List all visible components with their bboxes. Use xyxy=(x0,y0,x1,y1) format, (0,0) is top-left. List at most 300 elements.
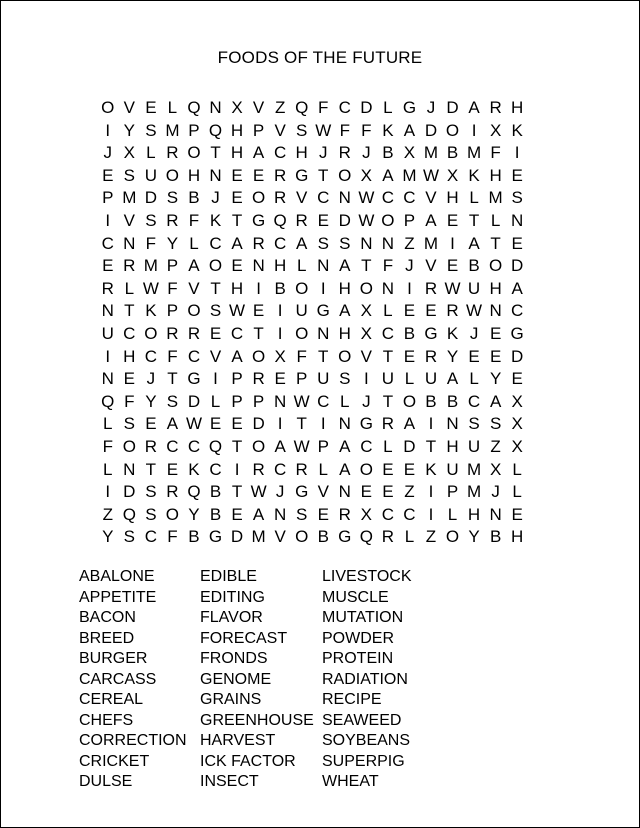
grid-letter: G xyxy=(402,98,417,117)
grid-letter: W xyxy=(185,414,202,434)
grid-letter: T xyxy=(382,346,394,366)
grid-letter: S xyxy=(511,188,523,208)
grid-letter: I xyxy=(407,278,412,298)
grid-letter: O xyxy=(251,436,266,456)
grid-letter: R xyxy=(338,504,351,524)
grid-letter: C xyxy=(360,436,373,456)
grid-letter: T xyxy=(382,391,394,411)
grid-letter: T xyxy=(253,323,264,343)
grid-letter: E xyxy=(166,459,179,479)
grid-letter: C xyxy=(317,391,330,411)
grid-letter: A xyxy=(425,210,437,230)
grid-letter: I xyxy=(320,414,326,434)
grid-letter: D xyxy=(144,188,157,208)
grid-letter: R xyxy=(166,210,179,230)
grid-letter: I xyxy=(450,233,455,253)
grid-letter: W xyxy=(358,188,375,208)
grid-letter: T xyxy=(210,143,221,163)
grid-letter: I xyxy=(105,120,111,140)
grid-letter: Y xyxy=(123,120,135,140)
grid-letter: P xyxy=(252,391,265,411)
grid-letter: C xyxy=(403,504,416,524)
grid-letter: J xyxy=(491,482,500,502)
grid-letter: F xyxy=(339,120,350,140)
grid-row xyxy=(97,504,528,527)
grid-letter: N xyxy=(123,233,136,253)
grid-letter: O xyxy=(338,165,352,185)
grid-letter: I xyxy=(363,369,369,389)
word-list-item: HARVEST xyxy=(200,732,276,749)
grid-letter: I xyxy=(277,323,283,343)
grid-letter: X xyxy=(231,98,243,117)
grid-letter: R xyxy=(144,436,157,456)
grid-letter: C xyxy=(381,323,395,343)
grid-letter: S xyxy=(166,188,179,208)
word-list-item: RADIATION xyxy=(322,670,408,688)
grid-letter: I xyxy=(256,278,261,298)
grid-letter: O xyxy=(251,188,266,208)
grid-letter: X xyxy=(511,391,523,411)
grid-letter: W xyxy=(293,436,310,456)
grid-letter: R xyxy=(446,301,459,321)
grid-letter: F xyxy=(361,120,372,140)
grid-letter: V xyxy=(274,527,286,547)
grid-letter: L xyxy=(103,414,113,434)
grid-letter: V xyxy=(360,346,372,366)
grid-letter: E xyxy=(145,414,157,434)
grid-letter: S xyxy=(123,527,135,547)
grid-letter: F xyxy=(188,210,200,230)
grid-letter: I xyxy=(277,301,283,321)
grid-letter: Y xyxy=(468,527,480,547)
grid-letter: J xyxy=(362,391,371,411)
grid-letter: R xyxy=(424,278,438,298)
grid-letter: C xyxy=(144,346,157,366)
grid-letter: A xyxy=(468,98,480,117)
grid-letter: X xyxy=(360,504,372,524)
grid-letter: L xyxy=(447,504,458,524)
grid-letter: I xyxy=(471,120,477,140)
grid-letter: M xyxy=(466,482,482,502)
grid-letter: L xyxy=(469,188,479,208)
grid-letter: C xyxy=(511,301,524,321)
grid-letter: H xyxy=(338,278,351,298)
grid-letter: C xyxy=(123,323,136,343)
grid-letter: O xyxy=(295,527,309,547)
grid-letter: P xyxy=(166,256,179,276)
grid-letter: V xyxy=(123,98,135,117)
grid-letter: Z xyxy=(404,233,415,253)
grid-letter: C xyxy=(317,188,330,208)
grid-letter: Z xyxy=(425,527,437,547)
grid-letter: B xyxy=(382,143,394,163)
grid-letter: W xyxy=(229,301,246,321)
grid-letter: C xyxy=(187,436,201,456)
grid-letter: E xyxy=(489,323,502,343)
grid-letter: N xyxy=(252,256,265,276)
grid-letter: J xyxy=(211,188,220,208)
grid-letter: Z xyxy=(490,436,501,456)
grid-letter: C xyxy=(144,527,157,547)
grid-letter: N xyxy=(274,391,287,411)
grid-letter: H xyxy=(489,165,502,185)
grid-letter: H xyxy=(187,165,201,185)
grid-letter: Q xyxy=(208,120,223,140)
grid-letter: F xyxy=(167,278,178,298)
grid-letter: C xyxy=(403,188,416,208)
grid-letter: P xyxy=(231,369,243,389)
grid-row xyxy=(97,97,528,120)
grid-letter: A xyxy=(274,436,286,456)
grid-letter: U xyxy=(446,459,459,479)
grid-letter: T xyxy=(231,210,243,230)
grid-letter: L xyxy=(210,391,221,411)
grid-letter: E xyxy=(446,256,459,276)
grid-row xyxy=(97,368,528,391)
grid-letter: C xyxy=(381,188,395,208)
grid-letter: I xyxy=(234,459,240,479)
grid-letter: S xyxy=(145,120,157,140)
grid-letter: I xyxy=(428,504,434,524)
grid-letter: T xyxy=(231,436,243,456)
word-list-item: CRICKET xyxy=(79,752,150,770)
grid-letter: F xyxy=(318,98,329,117)
grid-letter: C xyxy=(101,233,114,253)
grid-letter: X xyxy=(360,323,372,343)
word-list-item: BURGER xyxy=(79,650,148,667)
grid-letter: Q xyxy=(295,98,309,117)
grid-letter: I xyxy=(428,482,434,502)
grid-row xyxy=(97,459,528,482)
grid-letter: C xyxy=(274,459,287,479)
grid-letter: J xyxy=(426,98,436,117)
grid-letter: E xyxy=(231,504,243,524)
grid-letter: A xyxy=(231,346,243,366)
word-list-item: INSECT xyxy=(200,773,259,790)
grid-letter: G xyxy=(510,323,524,343)
grid-letter: T xyxy=(145,459,157,479)
grid-row xyxy=(97,142,528,165)
grid-letter: P xyxy=(403,210,416,230)
grid-letter: T xyxy=(318,165,329,185)
grid-letter: I xyxy=(105,210,111,230)
grid-letter: H xyxy=(446,436,459,456)
grid-letter: C xyxy=(209,233,222,253)
grid-letter: E xyxy=(403,459,416,479)
grid-letter: K xyxy=(446,323,459,343)
grid-letter: C xyxy=(274,143,287,163)
word-list-item: GENOME xyxy=(200,670,272,688)
grid-letter: H xyxy=(230,278,244,298)
grid-letter: E xyxy=(489,346,502,366)
grid-letter: G xyxy=(187,369,201,389)
grid-letter: K xyxy=(511,120,523,140)
grid-letter: E xyxy=(317,210,329,230)
grid-letter: T xyxy=(124,301,135,321)
grid-letter: F xyxy=(382,256,394,276)
grid-letter: R xyxy=(252,369,265,389)
grid-letter: V xyxy=(274,120,286,140)
grid-letter: R xyxy=(274,188,287,208)
word-list-item: FLAVOR xyxy=(200,609,263,626)
grid-letter: J xyxy=(469,323,479,343)
word-list-item: BACON xyxy=(79,609,136,626)
word-list-item: EDIBLE xyxy=(200,568,257,585)
grid-letter: S xyxy=(166,391,179,411)
grid-letter: R xyxy=(381,414,395,434)
grid-letter: O xyxy=(251,346,266,366)
grid-letter: R xyxy=(489,98,502,117)
grid-letter: E xyxy=(425,301,437,321)
grid-letter: B xyxy=(274,278,286,298)
puzzle-title: FOODS OF THE FUTURE xyxy=(217,48,423,67)
grid-letter: L xyxy=(512,459,522,479)
grid-letter: H xyxy=(274,256,287,276)
grid-letter: N xyxy=(338,188,351,208)
word-column xyxy=(200,567,322,793)
grid-letter: R xyxy=(295,210,308,230)
grid-row xyxy=(97,346,528,369)
grid-letter: R xyxy=(166,143,179,163)
letter-grid xyxy=(97,97,528,549)
grid-letter: Y xyxy=(102,527,114,547)
grid-letter: N xyxy=(511,210,524,230)
grid-letter: S xyxy=(123,165,135,185)
grid-letter: O xyxy=(402,391,417,411)
grid-letter: A xyxy=(339,301,351,321)
grid-letter: I xyxy=(105,482,111,502)
grid-row xyxy=(97,391,528,414)
grid-letter: B xyxy=(425,391,437,411)
grid-letter: A xyxy=(296,233,308,253)
grid-row xyxy=(97,165,528,188)
grid-letter: X xyxy=(403,143,416,163)
word-list-item: MUTATION xyxy=(322,609,404,626)
grid-letter: N xyxy=(317,256,330,276)
grid-letter: E xyxy=(209,414,222,434)
word-column xyxy=(322,567,442,793)
grid-letter: M xyxy=(143,256,158,276)
grid-row xyxy=(97,255,528,278)
grid-letter: A xyxy=(403,414,416,434)
grid-letter: U xyxy=(381,369,395,389)
grid-letter: E xyxy=(382,459,394,479)
grid-letter: Q xyxy=(187,98,201,117)
grid-letter: O xyxy=(187,143,201,163)
word-list-item: CORRECTION xyxy=(79,732,187,749)
word-list-item: SOYBEANS xyxy=(322,732,411,749)
grid-row xyxy=(97,120,528,143)
grid-letter: S xyxy=(468,414,480,434)
grid-letter: Y xyxy=(166,233,179,253)
grid-letter: H xyxy=(511,527,524,547)
grid-letter: E xyxy=(274,369,286,389)
grid-letter: T xyxy=(296,414,307,434)
word-list xyxy=(79,567,442,793)
grid-letter: P xyxy=(446,482,459,502)
word-list-item: APPETITE xyxy=(79,588,157,606)
grid-letter: B xyxy=(188,527,200,547)
grid-letter: P xyxy=(317,436,329,456)
grid-letter: E xyxy=(231,165,243,185)
grid-letter: L xyxy=(383,301,393,321)
grid-letter: T xyxy=(210,278,221,298)
grid-letter: L xyxy=(124,278,135,298)
grid-letter: A xyxy=(166,414,179,434)
word-list-item: FRONDS xyxy=(200,650,268,667)
grid-letter: V xyxy=(317,482,329,502)
grid-letter: T xyxy=(361,256,372,276)
grid-letter: D xyxy=(360,98,373,117)
grid-letter: N xyxy=(274,504,287,524)
grid-letter: L xyxy=(189,233,199,253)
grid-letter: M xyxy=(165,120,180,140)
word-list-item: POWDER xyxy=(322,629,394,647)
grid-letter: O xyxy=(101,98,115,117)
grid-letter: K xyxy=(188,459,200,479)
grid-letter: A xyxy=(339,459,351,479)
grid-letter: C xyxy=(338,98,351,117)
grid-letter: L xyxy=(383,98,393,117)
grid-letter: W xyxy=(444,278,461,298)
grid-letter: D xyxy=(187,391,201,411)
grid-letter: D xyxy=(230,527,244,547)
grid-letter: U xyxy=(295,301,308,321)
grid-letter: N xyxy=(446,414,459,434)
grid-row xyxy=(97,413,528,436)
grid-letter: R xyxy=(123,256,136,276)
grid-letter: M xyxy=(251,527,266,547)
grid-letter: R xyxy=(166,323,179,343)
grid-letter: D xyxy=(123,482,136,502)
grid-letter: X xyxy=(274,346,286,366)
grid-letter: I xyxy=(213,369,218,389)
grid-letter: V xyxy=(188,278,200,298)
grid-letter: J xyxy=(318,143,328,163)
grid-letter: D xyxy=(511,346,524,366)
grid-letter: R xyxy=(338,143,351,163)
grid-letter: L xyxy=(318,459,328,479)
grid-letter: F xyxy=(167,527,178,547)
grid-letter: F xyxy=(296,346,307,366)
grid-letter: F xyxy=(490,143,501,163)
grid-letter: D xyxy=(511,256,524,276)
grid-letter: E xyxy=(446,210,459,230)
grid-letter: X xyxy=(511,436,523,456)
grid-letter: R xyxy=(424,346,438,366)
grid-letter: S xyxy=(339,233,351,253)
grid-letter: R xyxy=(295,459,308,479)
grid-letter: T xyxy=(425,436,437,456)
grid-letter: E xyxy=(231,256,243,276)
grid-letter: O xyxy=(359,459,373,479)
word-list-item: DULSE xyxy=(79,773,133,790)
grid-letter: L xyxy=(490,210,501,230)
grid-letter: P xyxy=(166,301,179,321)
grid-letter: L xyxy=(296,256,307,276)
grid-letter: B xyxy=(209,504,222,524)
grid-letter: H xyxy=(123,346,136,366)
grid-letter: U xyxy=(101,323,114,343)
grid-letter: V xyxy=(296,188,308,208)
grid-letter: B xyxy=(489,527,502,547)
grid-letter: W xyxy=(466,301,483,321)
grid-letter: E xyxy=(511,369,523,389)
grid-letter: G xyxy=(251,210,266,230)
grid-letter: Y xyxy=(188,504,200,524)
grid-letter: I xyxy=(320,278,326,298)
grid-letter: G xyxy=(359,414,373,434)
grid-letter: S xyxy=(123,414,135,434)
grid-letter: L xyxy=(469,369,479,389)
grid-letter: J xyxy=(103,143,113,163)
grid-letter: A xyxy=(231,233,243,253)
grid-letter: S xyxy=(145,210,157,230)
grid-letter: W xyxy=(250,482,267,502)
word-list-item: FORECAST xyxy=(200,629,288,647)
grid-letter: R xyxy=(381,527,395,547)
grid-letter: K xyxy=(209,210,222,230)
grid-letter: T xyxy=(167,369,178,389)
grid-row xyxy=(97,481,528,504)
grid-letter: T xyxy=(490,233,501,253)
grid-letter: O xyxy=(359,278,373,298)
grid-letter: E xyxy=(231,188,243,208)
grid-letter: H xyxy=(467,504,481,524)
grid-letter: B xyxy=(317,527,329,547)
grid-letter: N xyxy=(317,323,330,343)
grid-letter: Q xyxy=(101,391,115,411)
grid-letter: H xyxy=(446,188,459,208)
grid-letter: X xyxy=(446,165,459,185)
grid-letter: K xyxy=(425,459,437,479)
grid-letter: O xyxy=(122,436,136,456)
grid-letter: U xyxy=(144,165,157,185)
grid-letter: R xyxy=(187,323,201,343)
word-list-item: SUPERPIG xyxy=(322,752,405,770)
grid-letter: J xyxy=(362,143,371,163)
grid-letter: D xyxy=(252,414,265,434)
grid-letter: E xyxy=(382,482,394,502)
grid-letter: U xyxy=(467,278,481,298)
grid-letter: O xyxy=(445,527,460,547)
grid-letter: M xyxy=(423,233,439,253)
grid-letter: G xyxy=(295,482,309,502)
grid-letter: R xyxy=(252,233,265,253)
word-list-item: ICK FACTOR xyxy=(200,752,296,770)
word-list-item: ABALONE xyxy=(79,568,155,585)
grid-letter: N xyxy=(489,301,502,321)
word-list-item: BREED xyxy=(79,629,135,647)
grid-letter: O xyxy=(295,278,309,298)
grid-letter: E xyxy=(403,346,416,366)
grid-letter: B xyxy=(446,391,459,411)
grid-letter: E xyxy=(102,256,114,276)
grid-letter: L xyxy=(146,143,156,163)
grid-letter: O xyxy=(165,504,180,524)
grid-letter: V xyxy=(252,98,265,117)
grid-letter: B xyxy=(188,188,200,208)
grid-letter: E xyxy=(468,346,480,366)
grid-letter: L xyxy=(383,436,393,456)
grid-letter: A xyxy=(403,120,416,140)
grid-letter: W xyxy=(358,210,375,230)
grid-letter: D xyxy=(424,120,438,140)
grid-letter: N xyxy=(338,414,351,434)
grid-letter: E xyxy=(252,165,265,185)
grid-letter: C xyxy=(187,346,201,366)
grid-letter: B xyxy=(403,323,416,343)
